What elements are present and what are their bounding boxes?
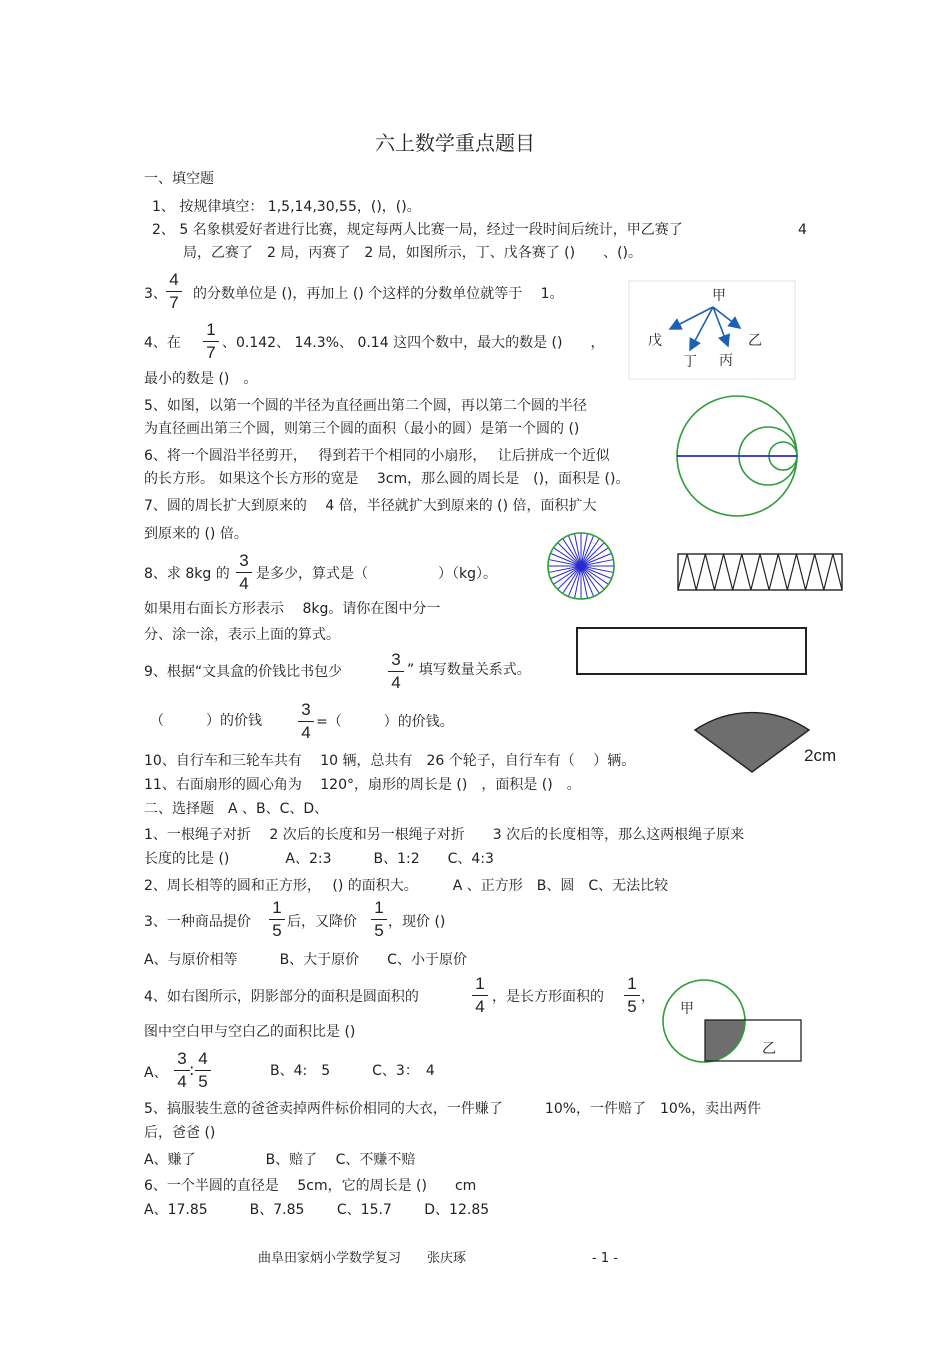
question-11: 11、右面扇形的圆心角为 120°，扇形的周长是 () ，面积是 () 。 [144,777,581,793]
blank-rectangle [576,627,807,675]
question-10: 10、自行车和三轮车共有 10 辆，总共有 26 个轮子，自行车有（ ）辆。 [144,753,636,769]
question-8-prefix: 8、求 8kg 的 [144,566,230,582]
page-number: - 1 - [592,1251,618,1266]
question-9-prefix: 9、根据“文具盒的价钱比书包少 [144,664,343,680]
fraction-q8: 3 4 [236,551,252,594]
fraction-q3: 4 7 [166,270,182,313]
footer-text: 曲阜田家炳小学数学复习 张庆琢 [258,1251,467,1266]
label-yi: 乙 [748,333,762,349]
choice-5-options: A、赚了 B、赔了 C、不赚不赔 [144,1152,416,1168]
choice-3-mid: 后，又降价 [287,914,357,930]
choice-4-prefix: 4、如右图所示，阴影部分的面积是圆面积的 [144,989,419,1005]
section-fill-blank: 一、填空题 [144,171,214,187]
choice-4-options: B、4: 5 C、3： 4 [270,1063,435,1079]
choice-3-options: A、与原价相等 B、大于原价 C、小于原价 [144,952,467,968]
page-title: 六上数学重点题目 [375,131,535,155]
question-7-line2: 到原来的 () 倍。 [144,526,248,542]
question-2-number: 4 [798,222,807,238]
question-1: 1、 按规律填空： 1,5,14,30,55，()，()。 [152,199,421,215]
choice-3-end: ，现价 () [388,914,446,930]
question-3-prefix: 3、 [144,286,167,302]
fraction-c4-option-a1: 3 4 [174,1049,190,1092]
fraction-q9a: 3 4 [388,650,404,693]
question-9-line2b: =（ ）的价钱。 [316,714,454,730]
label-yi-region: 乙 [762,1041,776,1057]
nested-circles-diagram [675,393,805,523]
sector-wheel-diagram [546,531,618,603]
choice-5-line2: 后，爸爸 () [144,1125,216,1141]
players-diagram [628,280,798,380]
choice-1-line2: 长度的比是 () A、2:3 B、1:2 C、4:3 [144,851,494,867]
choice-6-options: A、17.85 B、7.85 C、15.7 D、12.85 [144,1202,490,1218]
fraction-q4: 1 7 [203,320,219,363]
ratio-colon: : [189,1060,195,1079]
label-ding: 丁 [683,354,697,370]
choice-5-line1: 5、搞服装生意的爸爸卖掉两件标价相同的大衣，一件赚了 10%，一件赔了 10%，卖出两件 [144,1101,762,1117]
question-4-line2: 最小的数是 () 。 [144,371,258,387]
label-jia-region: 甲 [680,1001,694,1017]
question-5-line2: 为直径画出第三个圆，则第三个圆的面积（最小的圆）是第一个圆的 () [144,421,580,437]
circle-rectangle-diagram [662,977,807,1067]
question-6-line2: 的长方形。 如果这个长方形的宽是 3cm，那么圆的周长是 ()，面积是 ()。 [144,471,630,487]
question-6-line1: 6、将一个圆沿半径剪开， 得到若干个相同的小扇形， 让后拼成一个近似 [144,448,610,464]
zigzag-rectangle-diagram [676,552,844,592]
fraction-c3a: 1 5 [269,898,285,941]
question-3-text: 的分数单位是 ()，再加上 () 个这样的分数单位就等于 1。 [193,286,564,302]
fraction-c3b: 1 5 [371,898,387,941]
question-9-line2a: （ ）的价钱 [150,713,262,729]
label-wu: 戊 [648,333,662,349]
choice-4-line2: 图中空白甲与空白乙的面积比是 () [144,1024,356,1040]
choice-6: 6、一个半圆的直径是 5cm，它的周长是 () cm [144,1178,477,1194]
question-8-text: 是多少，算式是（ ）（kg）。 [256,566,497,582]
question-8-line2: 如果用右面长方形表示 8kg。请你在图中分一 [144,601,441,617]
question-2-line2: 局，乙赛了 2 局，丙赛了 2 局，如图所示，丁、戊各赛了 () 、()。 [183,245,643,261]
question-7-line1: 7、圆的周长扩大到原来的 4 倍，半径就扩大到原来的 () 倍，面积扩大 [144,498,597,514]
question-5-line1: 5、如图，以第一个圆的半径为直径画出第二个圆，再以第二个圆的半径 [144,398,587,414]
fraction-q9b: 3 4 [298,700,314,743]
choice-1-line1: 1、一根绳子对折 2 次后的长度和另一根绳子对折 3 次后的长度相等，那么这两根绳子原来 [144,827,745,843]
choice-4-comma: ， [641,989,655,1005]
question-4-prefix: 4、在 [144,335,181,351]
question-8-line3: 分、涂一涂，表示上面的算式。 [144,627,340,643]
sector-radius-label: 2cm [804,746,837,765]
choice-4-option-a-label: A、 [144,1065,168,1081]
label-bing: 丙 [719,353,733,369]
fraction-c4b: 1 5 [624,974,640,1017]
choice-3-prefix: 3、一种商品提价 [144,914,251,930]
section-choice: 二、选择题 A 、B、C、D、 [144,801,329,817]
question-9-text: ” 填写数量关系式。 [407,662,531,678]
label-jia: 甲 [712,288,726,304]
fraction-c4a: 1 4 [472,974,488,1017]
question-4-text: 、0.142、 14.3%、 0.14 这四个数中，最大的数是 () ， [222,335,605,351]
fraction-c4-option-a2: 4 5 [195,1049,211,1092]
choice-2: 2、周长相等的圆和正方形， () 的面积大。 A 、正方形 B、圆 C、无法比较 [144,878,669,894]
choice-4-mid: ，是长方形面积的 [492,989,604,1005]
question-2-line1: 2、 5 名象棋爱好者进行比赛，规定每两人比赛一局，经过一段时间后统计，甲乙赛了 [152,222,683,238]
